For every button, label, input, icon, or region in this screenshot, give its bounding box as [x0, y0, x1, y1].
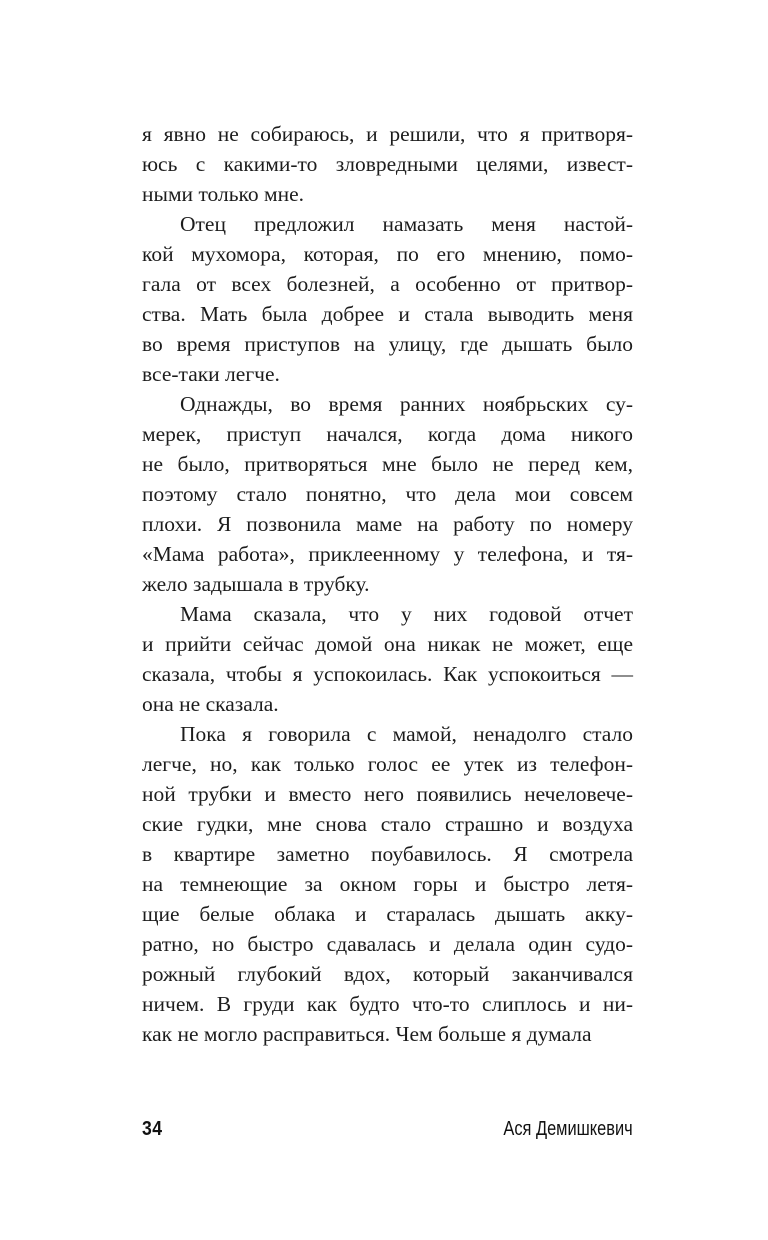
page-text [142, 119, 633, 1049]
text-line: и прийти сейчас домой она никак не может, еще [142, 632, 633, 656]
text-line: все-таки легче. [142, 362, 280, 386]
text-line: гала от всех болезней, а особенно от притвор- [142, 272, 633, 296]
page-footer [142, 1119, 633, 1139]
page-number: 34 [142, 1118, 163, 1140]
text-line: плохи. Я позвонила маме на работу по номеру [142, 512, 633, 536]
text-line: Однажды, во время ранних ноябрьских су- [180, 392, 633, 416]
text-line: как не могло расправиться. Чем больше я думала [142, 1022, 592, 1046]
text-line: ничем. В груди как будто что-то слиплось и ни- [142, 992, 633, 1016]
text-line: ства. Мать была добрее и стала выводить меня [142, 302, 633, 326]
text-line: ратно, но быстро сдавалась и делала один судо- [142, 932, 633, 956]
text-line: щие белые облака и старалась дышать акку- [142, 902, 633, 926]
text-line: рожный глубокий вдох, который заканчивался [142, 962, 633, 986]
text-line: легче, но, как только голос ее утек из телефон- [142, 752, 633, 776]
text-line: Пока я говорила с мамой, ненадолго стало [180, 722, 633, 746]
text-line: ными только мне. [142, 182, 305, 206]
text-line: кой мухомора, которая, по его мнению, помо- [142, 242, 633, 266]
text-line: не было, притворяться мне было не перед кем, [142, 452, 633, 476]
text-line: мерек, приступ начался, когда дома никого [142, 422, 633, 446]
text-line: жело задышала в трубку. [142, 572, 370, 596]
text-line: «Мама работа», приклеенному у телефона, и тя- [142, 542, 633, 566]
text-line: поэтому стало понятно, что дела мои совсем [142, 482, 633, 506]
text-line: ной трубки и вместо него появились нечеловече- [142, 782, 633, 806]
text-line: сказала, чтобы я успокоилась. Как успокоиться — [142, 662, 633, 686]
text-line: я явно не собираюсь, и решили, что я притворя- [142, 122, 633, 146]
text-line: Мама сказала, что у них годовой отчет [180, 602, 633, 626]
text-line: юсь с какими-то зловредными целями, извест- [142, 152, 633, 176]
running-footer-author: Ася Демишкевич [503, 1118, 633, 1140]
text-line: в квартире заметно поубавилось. Я смотрела [142, 842, 633, 866]
text-line: она не сказала. [142, 692, 279, 716]
text-line: во время приступов на улицу, где дышать было [142, 332, 633, 356]
text-line: на темнеющие за окном горы и быстро летя- [142, 872, 633, 896]
text-line: ские гудки, мне снова стало страшно и воздуха [142, 812, 633, 836]
text-line: Отец предложил намазать меня настой- [180, 212, 633, 236]
